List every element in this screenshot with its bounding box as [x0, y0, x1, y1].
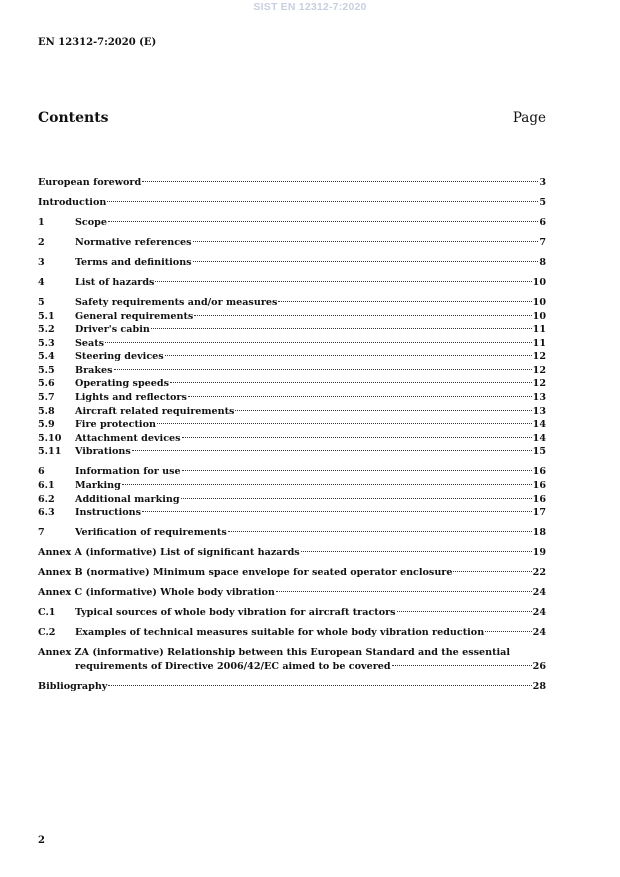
dot-leader — [453, 571, 531, 572]
dot-leader — [108, 685, 531, 686]
toc-entry-title: List of hazards — [75, 276, 155, 288]
toc-entry-brakes[interactable] — [38, 364, 546, 378]
toc-entry-number: 5.8 — [38, 405, 55, 417]
toc-entry-c2[interactable] — [38, 626, 546, 640]
toc-entry-title-line2: requirements of Directive 2006/42/EC aimed to be covered — [75, 660, 391, 672]
toc-entry-page: 13 — [532, 392, 546, 404]
toc-entry-number: 5.5 — [38, 364, 55, 376]
dot-leader — [157, 423, 532, 424]
toc-entry-vibrations[interactable] — [38, 445, 546, 459]
toc-entry-title: Normative references — [75, 236, 192, 248]
toc-entry-number: 5.10 — [38, 432, 62, 444]
toc-entry-number: 5.9 — [38, 419, 55, 431]
toc-entry-title: Bibliography — [38, 680, 108, 692]
toc-entry-title: Annex C (informative) Whole body vibration — [38, 587, 275, 599]
toc-entry-page: 18 — [532, 527, 546, 539]
dot-leader — [170, 382, 532, 383]
dot-leader — [194, 315, 531, 316]
toc-entry-page: 19 — [532, 547, 546, 559]
toc-entry-number: 6.1 — [38, 480, 55, 492]
toc-entry-number: 1 — [38, 216, 45, 228]
toc-entry-normative-references[interactable] — [38, 236, 546, 250]
toc-entry-scope[interactable] — [38, 216, 546, 230]
toc-entry-page: 28 — [532, 680, 546, 692]
toc-entry-aircraft-related-requirements[interactable] — [38, 405, 546, 419]
toc-entry-number: 5.3 — [38, 337, 55, 349]
toc-entry-title: Operating speeds — [75, 378, 169, 390]
toc-entry-title: Driver's cabin — [75, 324, 150, 336]
dot-leader — [193, 261, 539, 262]
toc-entry-title: Annex B (normative) Minimum space envelope for seated operator enclosure — [38, 567, 453, 579]
toc-entry-list-of-hazards[interactable] — [38, 276, 546, 290]
toc-entry-safety-requirements[interactable] — [38, 296, 546, 310]
toc-entry-number: 5 — [38, 296, 45, 308]
toc-entry-number: C.1 — [38, 607, 56, 619]
toc-entry-page: 12 — [532, 364, 546, 376]
toc-entry-bibliography[interactable] — [38, 680, 546, 694]
toc-entry-page: 3 — [539, 177, 546, 188]
toc-entry-page: 8 — [539, 256, 546, 268]
toc-entry-title: Information for use — [75, 466, 181, 478]
dot-leader — [181, 498, 532, 499]
dot-leader — [235, 410, 531, 411]
dot-leader — [107, 201, 538, 202]
dot-leader — [301, 551, 532, 552]
toc-entry-title: Introduction — [38, 196, 107, 208]
toc-entry-number: 2 — [38, 236, 45, 248]
toc-entry-page: 10 — [532, 310, 546, 322]
dot-leader — [278, 301, 531, 302]
dot-leader — [114, 369, 532, 370]
toc-entry-page: 11 — [532, 337, 546, 349]
toc-entry-page: 6 — [539, 216, 546, 228]
toc-entry-title: Steering devices — [75, 351, 164, 363]
toc-entry-page: 14 — [532, 419, 546, 431]
toc-entry-number: 6.2 — [38, 493, 55, 505]
page-column-label: Page — [512, 110, 546, 126]
toc-entry-information-for-use[interactable] — [38, 465, 546, 479]
toc-entry-marking[interactable] — [38, 479, 546, 493]
toc-entry-verification-of-requirements[interactable] — [38, 526, 546, 540]
toc-entry-title: Annex A (informative) List of significant hazards — [38, 547, 300, 559]
toc-entry-page: 13 — [532, 405, 546, 417]
toc-entry-page: 16 — [532, 493, 546, 505]
toc-entry-fire-protection[interactable] — [38, 418, 546, 432]
dot-leader — [397, 611, 532, 612]
toc-entry-number: 6 — [38, 466, 45, 478]
toc-entry-page: 7 — [539, 236, 546, 248]
toc-entry-general-requirements[interactable] — [38, 310, 546, 324]
toc-entry-page: 15 — [532, 446, 546, 458]
toc-entry-title: Scope — [75, 216, 107, 228]
dot-leader — [276, 591, 532, 592]
toc-entry-number: 5.6 — [38, 378, 55, 390]
toc-entry-instructions[interactable] — [38, 506, 546, 520]
toc-entry-page: 24 — [532, 627, 546, 639]
dot-leader — [142, 181, 538, 182]
toc-entry-page: 10 — [532, 296, 546, 308]
toc-entry-number: 5.11 — [38, 446, 62, 458]
toc-entry-page: 17 — [532, 507, 546, 519]
toc-entry-page: 24 — [532, 607, 546, 619]
toc-entry-title: Brakes — [75, 364, 113, 376]
toc-entry-title: Seats — [75, 337, 105, 349]
toc-entry-title: Instructions — [75, 507, 142, 519]
toc-entry-steering-devices[interactable] — [38, 350, 546, 364]
toc-entry-page: 22 — [532, 567, 546, 579]
toc-entry-title: Safety requirements and/or measures — [75, 296, 278, 308]
page-number: 2 — [38, 835, 45, 846]
toc-entry-title: Verification of requirements — [75, 527, 227, 539]
toc-entry-european-foreword[interactable] — [38, 176, 546, 190]
toc-entry-number: 5.2 — [38, 324, 55, 336]
toc-entry-title: Attachment devices — [75, 432, 181, 444]
dot-leader — [193, 241, 539, 242]
toc-entry-page: 12 — [532, 351, 546, 363]
toc-entry-lights-and-reflectors[interactable] — [38, 391, 546, 405]
toc-entry-page: 5 — [539, 196, 546, 208]
dot-leader — [132, 450, 532, 451]
toc-entry-title: General requirements — [75, 310, 194, 322]
toc-entry-title: Terms and definitions — [75, 256, 192, 268]
dot-leader — [182, 470, 532, 471]
toc-entry-title: Marking — [75, 480, 121, 492]
toc-entry-title: Fire protection — [75, 419, 156, 431]
dot-leader — [122, 484, 532, 485]
toc-entry-additional-marking[interactable] — [38, 493, 546, 507]
dot-leader — [182, 437, 532, 438]
watermark: SIST EN 12312-7:2020 — [253, 1, 367, 13]
toc-entry-introduction[interactable] — [38, 196, 546, 210]
toc-entry-title: Lights and reflectors — [75, 392, 187, 404]
dot-leader — [105, 342, 532, 343]
dot-leader — [188, 396, 532, 397]
toc-entry-annex-b[interactable] — [38, 566, 546, 580]
toc-entry-drivers-cabin[interactable] — [38, 323, 546, 337]
toc-entry-seats[interactable] — [38, 337, 546, 351]
toc-entry-number: 5.4 — [38, 351, 55, 363]
toc-entry-page: 16 — [532, 480, 546, 492]
toc-entry-attachment-devices[interactable] — [38, 432, 546, 446]
document-id: EN 12312-7:2020 (E) — [38, 37, 157, 48]
toc-entry-number: 4 — [38, 276, 45, 288]
toc-entry-title: Typical sources of whole body vibration for aircraft tractors — [75, 607, 396, 619]
toc-entry-number: 6.3 — [38, 507, 55, 519]
dot-leader — [151, 328, 532, 329]
toc-entry-title: Vibrations — [75, 446, 131, 458]
toc-entry-c1[interactable] — [38, 606, 546, 620]
toc-entry-page: 11 — [532, 324, 546, 336]
toc-entry-page: 10 — [532, 276, 546, 288]
toc-entry-terms-and-definitions[interactable] — [38, 256, 546, 270]
toc-entry-title: Additional marking — [75, 493, 180, 505]
dot-leader — [108, 221, 538, 222]
toc-entry-page: 14 — [532, 432, 546, 444]
toc-entry-page: 24 — [532, 587, 546, 599]
toc-entry-annex-c[interactable] — [38, 586, 546, 600]
toc-entry-title: Examples of technical measures suitable for whole body vibration reduction — [75, 627, 485, 639]
toc-entry-operating-speeds[interactable] — [38, 377, 546, 391]
toc-entry-number: 7 — [38, 527, 45, 539]
toc-entry-page: 16 — [532, 466, 546, 478]
toc-entry-page: 26 — [532, 660, 546, 672]
toc-entry-title: European foreword — [38, 177, 142, 188]
toc-entry-number: 5.7 — [38, 392, 55, 404]
page-title: Contents — [38, 110, 109, 126]
toc-entry-annex-za[interactable] — [38, 646, 546, 673]
toc-entry-number: 5.1 — [38, 310, 55, 322]
table-of-contents — [38, 176, 546, 693]
toc-entry-page: 12 — [532, 378, 546, 390]
toc-entry-number: 3 — [38, 256, 45, 268]
toc-entry-number: C.2 — [38, 627, 56, 639]
dot-leader — [228, 531, 532, 532]
toc-entry-title-line1: Annex ZA (informative) Relationship between this European Standard and the essential — [38, 647, 511, 659]
toc-entry-annex-a[interactable] — [38, 546, 546, 560]
dot-leader — [155, 281, 531, 282]
dot-leader — [485, 631, 531, 632]
dot-leader — [142, 511, 532, 512]
dot-leader — [392, 665, 532, 666]
dot-leader — [165, 355, 532, 356]
toc-entry-title: Aircraft related requirements — [75, 405, 235, 417]
